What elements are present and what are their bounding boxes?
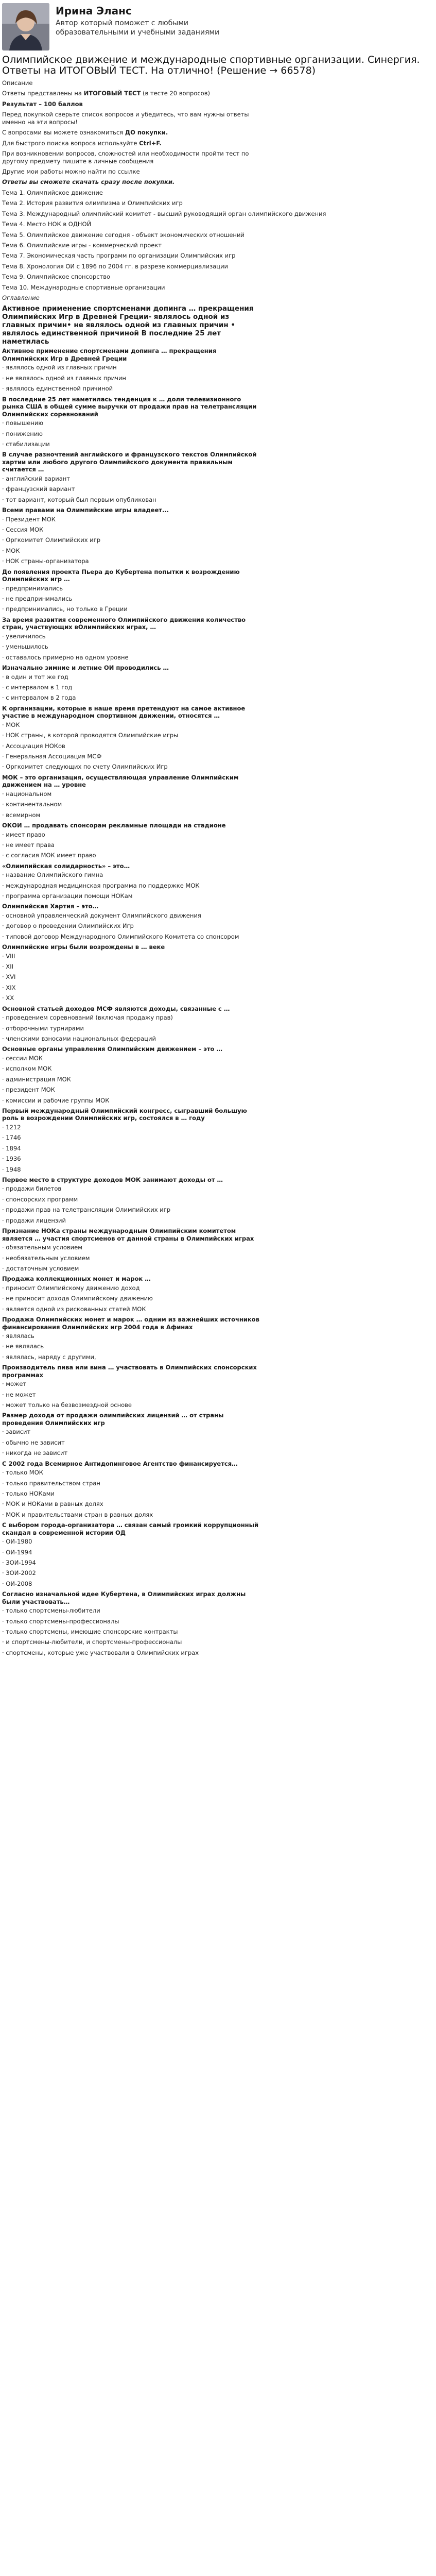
other-works-link[interactable]: Другие мои работы можно найти по ссылке bbox=[2, 168, 140, 176]
answer-option: · Оргкомитет Олимпийских игр bbox=[2, 536, 101, 544]
question-item bbox=[2, 451, 434, 505]
answer-option: · 1212 bbox=[2, 1123, 21, 1131]
first-q-line-4: являлось единственной причиной В последние 25 лет bbox=[2, 329, 221, 338]
question-line: Олимпийских Игр в Древней Греции bbox=[2, 354, 127, 362]
answer-option: · 1948 bbox=[2, 1165, 21, 1173]
answer-option: · VIII bbox=[2, 952, 15, 960]
first-q-line-3: главных причин• не являлось одной из главных причин • bbox=[2, 321, 236, 330]
question-text bbox=[2, 1005, 434, 1013]
search-bold: Ctrl+F. bbox=[139, 139, 162, 147]
answer-option: · национальном bbox=[2, 790, 52, 798]
answer-option: · ОИ-1994 bbox=[2, 1548, 32, 1556]
question-text bbox=[2, 1364, 434, 1379]
question-item bbox=[2, 1364, 434, 1410]
answers-prefix: Ответы представлены на bbox=[2, 90, 84, 97]
question-line: Размер дохода от продажи олимпийских лицензий … от страны bbox=[2, 1412, 224, 1419]
answer-option: · обязательным условием bbox=[2, 1244, 82, 1251]
answer-option: · не являлось одной из главных причин bbox=[2, 374, 126, 382]
answer-option: · продажи прав на телетрансляции Олимпийских игр bbox=[2, 1206, 170, 1214]
question-item bbox=[2, 943, 434, 1004]
answer-option: · 1746 bbox=[2, 1134, 21, 1142]
answer-option: · МОК и правительствами стран в равных долях bbox=[2, 1511, 153, 1518]
question-text bbox=[2, 1045, 434, 1053]
answers-bold: ИТОГОВЫЙ ТЕСТ bbox=[83, 90, 141, 97]
question-text bbox=[2, 347, 434, 362]
first-question-heading bbox=[2, 304, 434, 346]
question-line: Олимпийская Хартия – это… bbox=[2, 903, 99, 910]
answer-option: · только правительством стран bbox=[2, 1479, 100, 1487]
question-line: Активное применение спортсменами допинга … прекращения bbox=[2, 347, 217, 355]
question-text bbox=[2, 616, 434, 631]
answer-option: · являлась, наряду с другими, bbox=[2, 1353, 96, 1361]
question-item bbox=[2, 568, 434, 615]
answer-option: · НОК страны-организатора bbox=[2, 557, 89, 565]
answer-option: · английский вариант bbox=[2, 474, 70, 482]
question-item bbox=[2, 1227, 434, 1274]
question-item bbox=[2, 705, 434, 772]
answer-option: · комиссии и рабочие группы МОК bbox=[2, 1096, 110, 1104]
answer-option: · продажи лицензий bbox=[2, 1216, 66, 1224]
answer-option: · сессии МОК bbox=[2, 1054, 43, 1062]
answer-option: · может только на безвозмездной основе bbox=[2, 1401, 132, 1409]
answer-option: · не являлась bbox=[2, 1343, 44, 1350]
intro-block bbox=[2, 78, 434, 188]
question-item bbox=[2, 1460, 434, 1520]
question-line: Производитель пива или вина … участвовать в Олимпийских спонсорских bbox=[2, 1364, 257, 1371]
answer-option: · всемирном bbox=[2, 811, 41, 819]
search-prefix: Для быстрого поиска вопроса используйте bbox=[2, 139, 139, 147]
answer-option: · основной управленческий документ Олимпийского движения bbox=[2, 911, 201, 919]
answer-option: · никогда не зависит bbox=[2, 1449, 68, 1457]
answer-option: · может bbox=[2, 1380, 27, 1388]
question-item bbox=[2, 862, 434, 902]
question-line: МОК – это организация, осуществляющая управление Олимпийским bbox=[2, 773, 239, 781]
first-q-line-5: наметилась bbox=[2, 337, 49, 346]
question-line: Основной статьей доходов МСФ являются доходы, связанные с … bbox=[2, 1005, 230, 1012]
answer-option: · продажи билетов bbox=[2, 1185, 62, 1193]
answer-option: · имеет право bbox=[2, 831, 45, 838]
author-description: Автор который поможет с любыми образовательными и учебными заданиями bbox=[56, 19, 220, 37]
question-line: программах bbox=[2, 1371, 44, 1379]
help-line-2: другому предмету пишите в личные сообщения bbox=[2, 157, 154, 165]
question-item bbox=[2, 822, 434, 861]
answer-option: · в один и тот же год bbox=[2, 673, 68, 681]
questions-list bbox=[2, 347, 434, 1658]
question-text bbox=[2, 774, 434, 789]
question-text bbox=[2, 1316, 434, 1331]
answer-option: · Сессия МОК bbox=[2, 526, 44, 533]
answer-option: · только МОК bbox=[2, 1469, 43, 1477]
check-line-1: Перед покупкой сверьте список вопросов и убедитесь, что вам нужны ответы bbox=[2, 111, 249, 118]
answer-option: · французский вариант bbox=[2, 485, 75, 493]
answer-option: · необязательным условием bbox=[2, 1254, 90, 1262]
question-line: К организации, которые в наше время претендуют на самое активное bbox=[2, 704, 246, 712]
answer-option: · и спортсмены-любители, и спортсмены-профессионалы bbox=[2, 1638, 182, 1646]
question-line: Признание НОКа страны международным Олимпийским комитетом bbox=[2, 1227, 236, 1235]
question-line: Согласно изначальной идее Кубертена, в Олимпийских играх должны bbox=[2, 1590, 246, 1598]
question-text bbox=[2, 705, 434, 720]
answer-option: · зависит bbox=[2, 1428, 31, 1436]
question-line: Олимпийские игры были возрождены в … веке bbox=[2, 943, 165, 951]
answer-option: · название Олимпийского гимна bbox=[2, 871, 103, 879]
question-text bbox=[2, 396, 434, 418]
question-text bbox=[2, 1176, 434, 1184]
question-line: Олимпийских соревнований bbox=[2, 410, 98, 418]
author-card bbox=[2, 0, 434, 55]
topic-item: Тема 5. Олимпийское движение сегодня - объект экономических отношений bbox=[2, 231, 245, 239]
question-item bbox=[2, 347, 434, 394]
answer-option: · Оргкомитет следующих по счету Олимпийских Игр bbox=[2, 763, 168, 771]
answer-option: · с интервалом в 1 год bbox=[2, 683, 73, 691]
answer-option: · спортсмены, которые уже участвовали в Олимпийских играх bbox=[2, 1649, 199, 1656]
topic-item: Тема 6. Олимпийские игры - коммерческий проект bbox=[2, 241, 162, 249]
search-line bbox=[2, 138, 434, 148]
question-line: Изначально зимние и летние ОИ проводились … bbox=[2, 664, 169, 672]
topic-item: Тема 4. Место НОК в ОДНОЙ bbox=[2, 221, 92, 228]
question-text bbox=[2, 664, 434, 672]
toc-label: Оглавление bbox=[2, 294, 40, 301]
answer-option: · программа организации помощи НОКам bbox=[2, 892, 133, 900]
answer-option: · предпринимались bbox=[2, 584, 63, 592]
question-line: ОКОИ … продавать спонсорам рекламные площади на стадионе bbox=[2, 822, 226, 829]
answer-option: · являлось единственной причиной bbox=[2, 385, 113, 393]
answer-option: · тот вариант, который был первым опубликован bbox=[2, 496, 156, 503]
question-line: является … участия спортсменов от данной страны в Олимпийских играх bbox=[2, 1234, 254, 1242]
answer-option: · приносит Олимпийскому движению доход bbox=[2, 1284, 140, 1292]
question-text bbox=[2, 1275, 434, 1283]
answer-option: · МОК и НОКами в равных долях bbox=[2, 1500, 103, 1508]
question-line: хартии или любого другого Олимпийского документа правильным bbox=[2, 458, 233, 466]
answer-option: · президент МОК bbox=[2, 1086, 55, 1094]
answer-option: · достаточным условием bbox=[2, 1264, 79, 1272]
question-item bbox=[2, 1275, 434, 1314]
question-text bbox=[2, 506, 434, 514]
question-line: считается … bbox=[2, 466, 44, 473]
answers-suffix: (в тесте 20 вопросов) bbox=[141, 90, 210, 97]
first-q-line-1: Активное применение спортсменами допинга … прекращения bbox=[2, 304, 254, 313]
answer-option: · исполком МОК bbox=[2, 1065, 52, 1073]
question-item bbox=[2, 1176, 434, 1226]
answer-option: · Генеральная Ассоциация МСФ bbox=[2, 752, 102, 760]
answer-option: · только спортсмены-любители bbox=[2, 1607, 100, 1615]
topic-item: Тема 1. Олимпийское движение bbox=[2, 189, 103, 196]
question-text bbox=[2, 943, 434, 951]
answer-option: · только спортсмены-профессионалы bbox=[2, 1617, 119, 1625]
question-item bbox=[2, 506, 434, 567]
question-line: финансирования Олимпийских игр 2004 года в Афинах bbox=[2, 1323, 193, 1331]
answer-option: · предпринимались, но только в Греции bbox=[2, 605, 128, 613]
question-text bbox=[2, 862, 434, 870]
question-text bbox=[2, 1227, 434, 1242]
contact-line bbox=[2, 127, 434, 138]
question-item bbox=[2, 1521, 434, 1589]
answer-option: · XII bbox=[2, 963, 13, 971]
question-line: Первое место в структуре доходов МОК занимают доходы от … bbox=[2, 1176, 223, 1183]
topic-item: Тема 2. История развития олимпизма и Олимпийских игр bbox=[2, 199, 183, 207]
answer-option: · 1894 bbox=[2, 1144, 21, 1152]
question-text bbox=[2, 1107, 434, 1122]
download-line: Ответы вы сможете скачать сразу после покупки. bbox=[2, 178, 175, 186]
answer-option: · Ассоциация НОКов bbox=[2, 742, 65, 750]
question-line: Первый международный Олимпийский конгресс, сыгравший большую bbox=[2, 1107, 247, 1114]
question-line: участие в международном спортивном движении, относятся … bbox=[2, 712, 220, 720]
answer-option: · понижению bbox=[2, 430, 43, 437]
question-line: «Олимпийская солидарность» – это… bbox=[2, 862, 130, 870]
question-line: В последние 25 лет наметилась тенденция к … доли телевизионного bbox=[2, 395, 241, 403]
question-item bbox=[2, 903, 434, 942]
answer-option: · с интервалом в 2 года bbox=[2, 694, 76, 702]
question-line: С 2002 года Всемирное Антидопинговое Агентство финансируется… bbox=[2, 1460, 238, 1467]
answer-option: · не может bbox=[2, 1391, 36, 1398]
question-item bbox=[2, 1412, 434, 1458]
answer-option: · 1936 bbox=[2, 1155, 21, 1163]
question-item bbox=[2, 396, 434, 450]
answer-option: · XX bbox=[2, 994, 14, 1002]
question-line: стран, участвующих вОлимпийских играх, … bbox=[2, 623, 156, 631]
answer-option: · обычно не зависит bbox=[2, 1438, 65, 1446]
topic-item: Тема 9. Олимпийское спонсорство bbox=[2, 273, 111, 281]
question-line: Всеми правами на Олимпийские игры владеет... bbox=[2, 506, 169, 514]
author-name[interactable]: Ирина Эланс bbox=[56, 5, 132, 17]
answer-option: · спонсорских программ bbox=[2, 1195, 78, 1203]
topics-list bbox=[2, 188, 434, 303]
question-text bbox=[2, 903, 434, 910]
question-item bbox=[2, 1045, 434, 1106]
answer-option: · XVI bbox=[2, 973, 16, 981]
answer-option: · являлось одной из главных причин bbox=[2, 364, 117, 371]
question-line: За время развития современного Олимпийского движения количество bbox=[2, 616, 246, 623]
question-text bbox=[2, 1590, 434, 1605]
question-text bbox=[2, 1521, 434, 1536]
answer-option: · ОИ-2008 bbox=[2, 1580, 32, 1587]
topic-item: Тема 10. Международные спортивные организации bbox=[2, 283, 165, 291]
question-line: роль в возрождении Олимпийских игр, состоялся в … году bbox=[2, 1114, 205, 1122]
contact-prefix: С вопросами вы можете ознакомиться bbox=[2, 129, 125, 137]
question-item bbox=[2, 1107, 434, 1175]
answer-option: · МОК bbox=[2, 721, 20, 728]
answer-option: · уменьшилось bbox=[2, 643, 48, 651]
answer-option: · стабилизации bbox=[2, 440, 50, 448]
answer-option: · не предпринимались bbox=[2, 595, 73, 602]
answer-option: · проведением соревнований (включая продажу прав) bbox=[2, 1014, 173, 1022]
question-line: С выбором города-организатора … связан самый громкий коррупционный bbox=[2, 1521, 259, 1529]
answer-option: · Президент МОК bbox=[2, 515, 56, 523]
answers-line bbox=[2, 88, 434, 98]
help-line-1: При возникновении вопросов, сложностей или необходимости пройти тест по bbox=[2, 150, 249, 158]
question-item bbox=[2, 1316, 434, 1362]
answer-option: · договор о проведении Олимпийских Игр bbox=[2, 922, 134, 930]
answer-option: · увеличилось bbox=[2, 632, 46, 640]
question-line: были участвовать… bbox=[2, 1598, 70, 1605]
author-avatar[interactable] bbox=[2, 3, 49, 50]
answer-option: · только спортсмены, имеющие спонсорские контракты bbox=[2, 1628, 178, 1636]
description-label: Описание bbox=[2, 79, 33, 87]
question-text bbox=[2, 568, 434, 583]
topic-item: Тема 3. Международный олимпийский комитет - высший руководящий орган олимпийского движения bbox=[2, 210, 326, 217]
question-item bbox=[2, 616, 434, 663]
answer-option: · ЗОИ-1994 bbox=[2, 1559, 36, 1567]
author-meta bbox=[56, 3, 225, 55]
question-line: Продажа коллекционных монет и марок … bbox=[2, 1275, 151, 1283]
question-line: Основные органы управления Олимпийским движением – это … bbox=[2, 1045, 222, 1053]
question-line: Олимпийских игр … bbox=[2, 575, 70, 583]
question-line: Продажа Олимпийских монет и марок … одним из важнейших источников bbox=[2, 1316, 259, 1324]
answer-option: · XIX bbox=[2, 984, 16, 991]
page-title: Олимпийское движение и международные спортивные организации. Синергия. Ответы на ИТОГОВЫЙ ТЕСТ. На отлично! (Решение → 66578) bbox=[2, 54, 420, 76]
question-text bbox=[2, 1412, 434, 1427]
question-item bbox=[2, 1590, 434, 1658]
answer-option: · отборочными турнирами bbox=[2, 1024, 84, 1032]
question-line: движением на … уровне bbox=[2, 781, 86, 789]
topic-item: Тема 7. Экономическая часть программ по организации Олимпийских игр bbox=[2, 252, 236, 260]
answer-option: · континентальном bbox=[2, 801, 62, 808]
answer-option: · ЗОИ-2002 bbox=[2, 1569, 36, 1577]
answer-option: · повышению bbox=[2, 419, 43, 427]
answer-option: · НОК страны, в которой проводятся Олимпийские игры bbox=[2, 732, 179, 739]
answer-option: · международная медицинская программа по поддержке МОК bbox=[2, 882, 200, 889]
result-line: Результат – 100 баллов bbox=[2, 100, 83, 108]
question-item bbox=[2, 774, 434, 820]
question-text bbox=[2, 822, 434, 829]
answer-option: · администрация МОК bbox=[2, 1075, 71, 1083]
answer-option: · оставалось примерно на одном уровне bbox=[2, 653, 129, 661]
question-text bbox=[2, 451, 434, 473]
question-line: В случае разночтений английского и французского текстов Олимпийской bbox=[2, 451, 257, 459]
answer-option: · не приносит дохода Олимпийскому движению bbox=[2, 1295, 153, 1302]
contact-bold: ДО покупки. bbox=[125, 129, 168, 137]
answer-option: · МОК bbox=[2, 547, 20, 554]
question-item bbox=[2, 664, 434, 703]
check-line-2: именно на эти вопросы! bbox=[2, 118, 78, 126]
question-line: рынка США в общей сумме выручки от продажи прав на телетрансляции bbox=[2, 403, 257, 411]
answer-option: · являлась bbox=[2, 1332, 34, 1340]
answer-option: · с согласия МОК имеет право bbox=[2, 852, 96, 859]
question-line: скандал в современной истории ОД bbox=[2, 1529, 126, 1536]
question-line: До появления проекта Пьера до Кубертена попытки к возрождению bbox=[2, 568, 240, 575]
avatar-image bbox=[2, 3, 49, 50]
question-item bbox=[2, 1005, 434, 1044]
topic-item: Тема 8. Хронология ОИ с 1896 по 2004 гг. в разрезе коммерциализации bbox=[2, 262, 229, 270]
question-line: проведения Олимпийских игр bbox=[2, 1419, 105, 1427]
answer-option: · типовой договор Международного Олимпийского Комитета со спонсором bbox=[2, 933, 239, 940]
answer-option: · не имеет права bbox=[2, 841, 55, 849]
question-text bbox=[2, 1460, 434, 1468]
answer-option: · является одной из рискованных статей МОК bbox=[2, 1305, 146, 1313]
answer-option: · членскими взносами национальных федераций bbox=[2, 1035, 156, 1042]
answer-option: · ОИ-1980 bbox=[2, 1538, 32, 1546]
first-q-line-2: Олимпийских Игр в Древней Греции- являлось одной из bbox=[2, 313, 230, 321]
answer-option: · только НОКами bbox=[2, 1490, 55, 1497]
